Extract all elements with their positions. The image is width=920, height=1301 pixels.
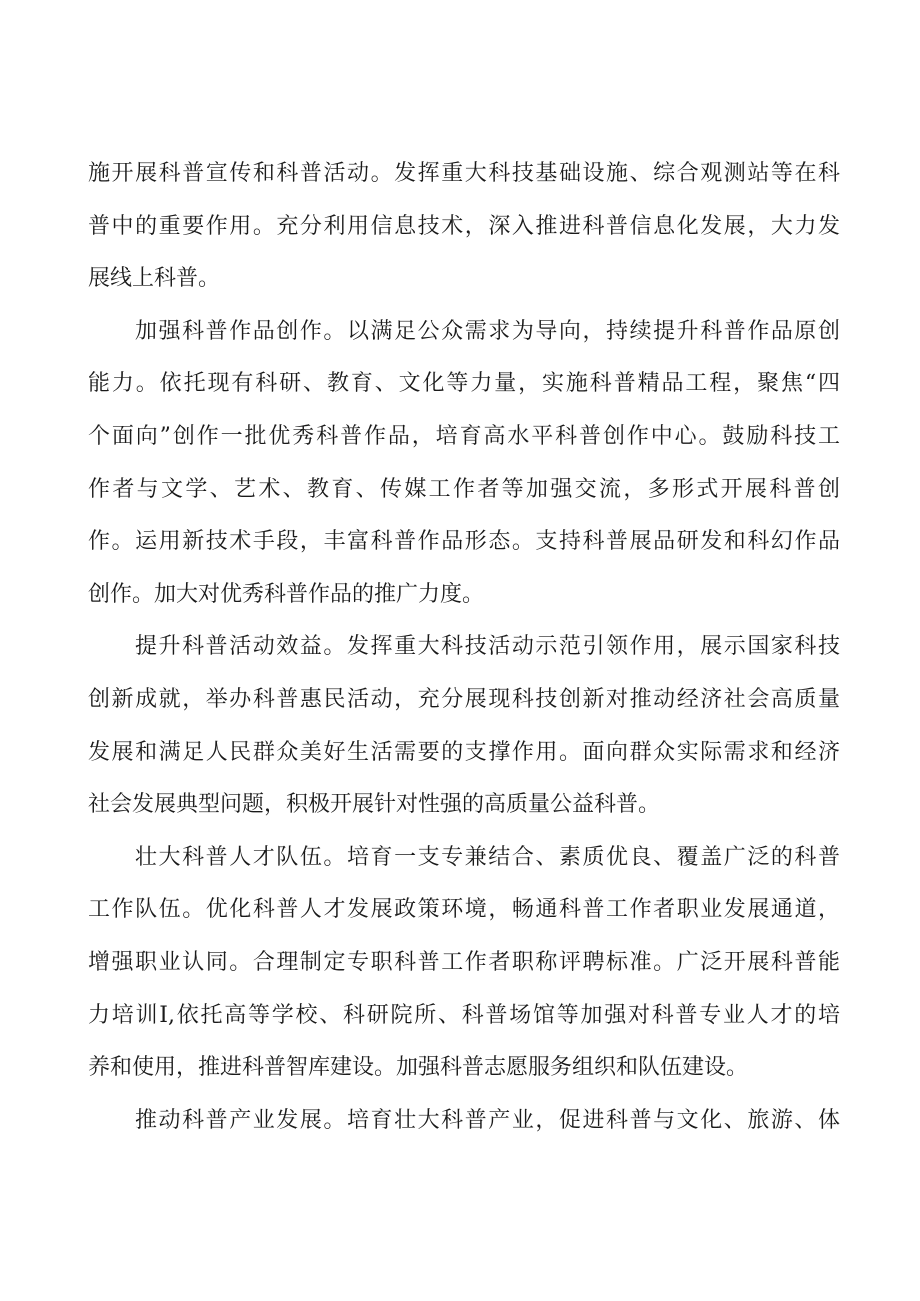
text-line: 创作。加大对优秀科普作品的推广力度。 [88,581,485,607]
text-line: 社会发展典型问题，积极开展针对性强的高质量公益科普。 [88,792,661,818]
paragraph-first-line: 推动科普产业发展。培育壮大科普产业，促进科普与文化、旅游、体 [135,1107,840,1133]
text-line: 作。运用新技术手段，丰富科普作品形态。支持科普展品研发和科幻作品 [88,529,840,555]
paragraph-first-line: 提升科普活动效益。发挥重大科技活动示范引领作用，展示国家科技 [135,634,840,660]
paragraph-first-line: 加强科普作品创作。以满足公众需求为导向，持续提升科普作品原创 [135,318,840,344]
text-line: 能力。依托现有科研、教育、文化等力量，实施科普精品工程，聚焦“四 [88,371,840,397]
text-line: 普中的重要作用。充分利用信息技术，深入推进科普信息化发展，大力发 [88,213,840,239]
document-body [88,152,840,1151]
text-line: 个面向”创作一批优秀科普作品，培育高水平科普创作中心。鼓励科技工 [88,423,840,449]
paragraph-first-line: 壮大科普人才队伍。培育一支专兼结合、素质优良、覆盖广泛的科普 [135,844,840,870]
text-line: 增强职业认同。合理制定专职科普工作者职称评聘标准。广泛开展科普能 [88,949,840,975]
text-line: 工作队伍。优化科普人才发展政策环境，畅通科普工作者职业发展通道， [88,897,840,923]
text-line: 作者与文学、艺术、教育、传媒工作者等加强交流，多形式开展科普创 [88,476,840,502]
text-line: 创新成就，举办科普惠民活动，充分展现科技创新对推动经济社会高质量 [88,686,840,712]
text-line: 力培训I,依托高等学校、科研院所、科普场馆等加强对科普专业人才的培 [88,1002,840,1028]
text-line: 发展和满足人民群众美好生活需要的支撑作用。面向群众实际需求和经济 [88,739,840,765]
text-line: 展线上科普。 [88,266,221,292]
text-line: 施开展科普宣传和科普活动。发挥重大科技基础设施、综合观测站等在科 [88,161,840,186]
text-line: 养和使用，推进科普智库建设。加强科普志愿服务组织和队伍建设。 [88,1055,749,1081]
